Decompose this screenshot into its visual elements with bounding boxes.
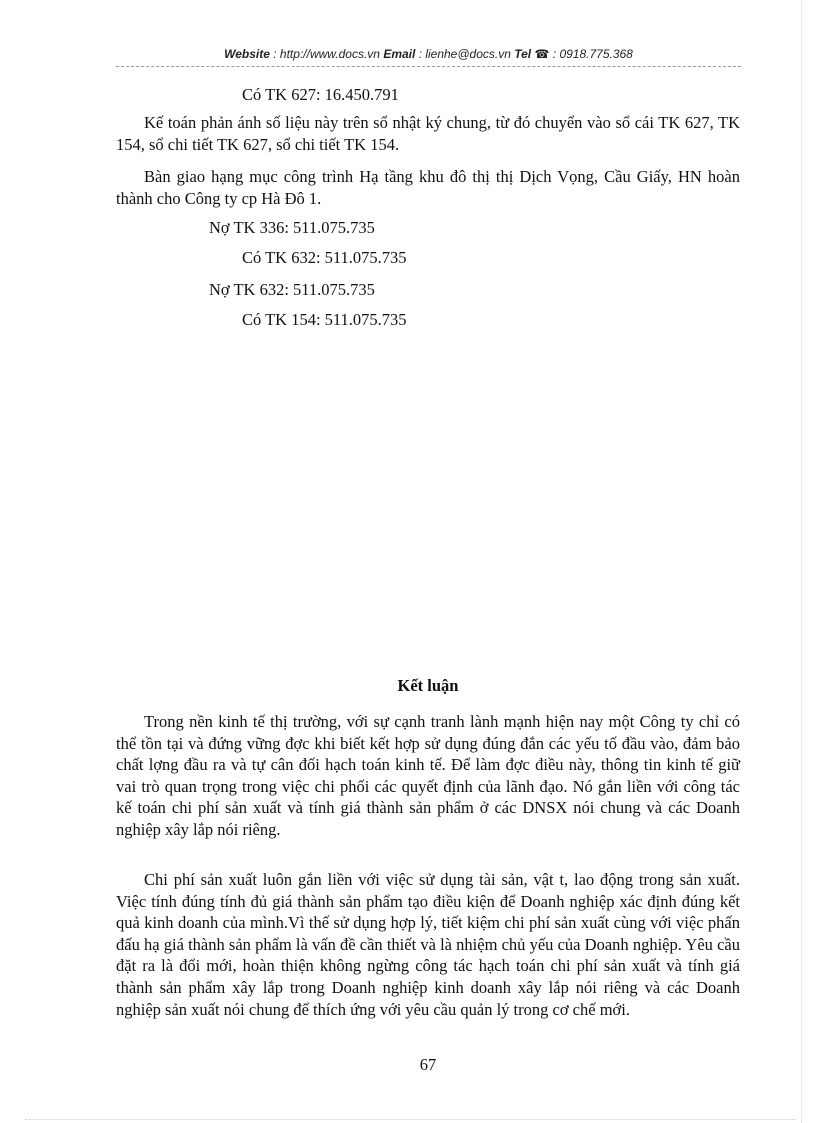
email-label: Email <box>383 47 416 61</box>
page-bottom-border <box>25 1119 795 1120</box>
tel-value: : 0918.775.368 <box>549 47 633 61</box>
entry-co-154: Có TK 154: 511.075.735 <box>242 310 407 329</box>
page-number: 67 <box>419 1055 437 1074</box>
page-header <box>116 47 741 61</box>
header-divider <box>116 66 741 67</box>
conclusion-paragraph-2: Chi phí sản xuất luôn gắn liền với việc sử dụng tài sản, vật t, lao động trong sản xuất. Việc tính đúng tính đủ giá thành sản phẩm tạo điều kiện để Doanh nghiệp xác định đúng kết quả kinh doanh của mình.Vì thế sử dụng hợp lý, tiết kiệm chi phí sản xuất cùng với việc phấn đấu hạ giá thành sản phẩm là vấn đề cần thiết và là nhiệm chủ yếu của Doanh nghiệp. Yêu cầu đặt ra là đổi mới, hoàn thiện không ngừng công tác hạch toán chi phí sản xuất và tính giá thành sản phẩm xây lắp trong Doanh nghiệp kinh doanh xây lắp nói riêng và các Doanh nghiệp sản xuất nói chung để thích ứng với yêu cầu quản lý trong cơ chế mới. <box>116 870 740 1019</box>
paragraph-ledger: Kế toán phản ánh số liệu này trên sổ nhật ký chung, từ đó chuyển vào sổ cái TK 627, TK 154, sổ chi tiết TK 627, sổ chi tiết TK 154. <box>116 113 740 154</box>
entry-co-627: Có TK 627: 16.450.791 <box>242 85 399 104</box>
phone-icon: ☎ <box>534 47 550 61</box>
website-value[interactable]: : http://www.docs.vn <box>269 47 384 61</box>
entry-no-632: Nợ TK 632: 511.075.735 <box>209 280 375 299</box>
paragraph-handover: Bàn giao hạng mục công trình Hạ tầng khu đô thị thị Dịch Vọng, Cầu Giấy, HN hoàn thành cho Công ty cp Hà Đô 1. <box>116 167 740 208</box>
conclusion-paragraph-1: Trong nền kinh tế thị trường, với sự cạnh tranh lành mạnh hiện nay một Công ty chỉ có thể tồn tại và đứng vững đợc khi biết kết hợp sử dụng đúng đắn các yếu tố đầu vào, đảm bảo chất lợng đầu ra và tự cân đối hạch toán kinh tế. Để làm đợc điều này, thông tin kinh tế giữ vai trò quan trọng trong việc chi phối các quyết định của lãnh đạo. Nó gắn liền với công tác kế toán chi phí sản xuất và tính giá thành sản phẩm ở các DNSX nói chung và các Doanh nghiệp xây lắp nói riêng. <box>116 712 740 839</box>
entry-no-336: Nợ TK 336: 511.075.735 <box>209 218 375 237</box>
tel-label: Tel <box>514 47 532 61</box>
conclusion-title: Kết luận <box>397 676 459 695</box>
entry-co-632: Có TK 632: 511.075.735 <box>242 248 407 267</box>
email-value[interactable]: : lienhe@docs.vn <box>415 47 515 61</box>
website-label: Website <box>224 47 270 61</box>
page-right-border <box>801 0 802 1123</box>
